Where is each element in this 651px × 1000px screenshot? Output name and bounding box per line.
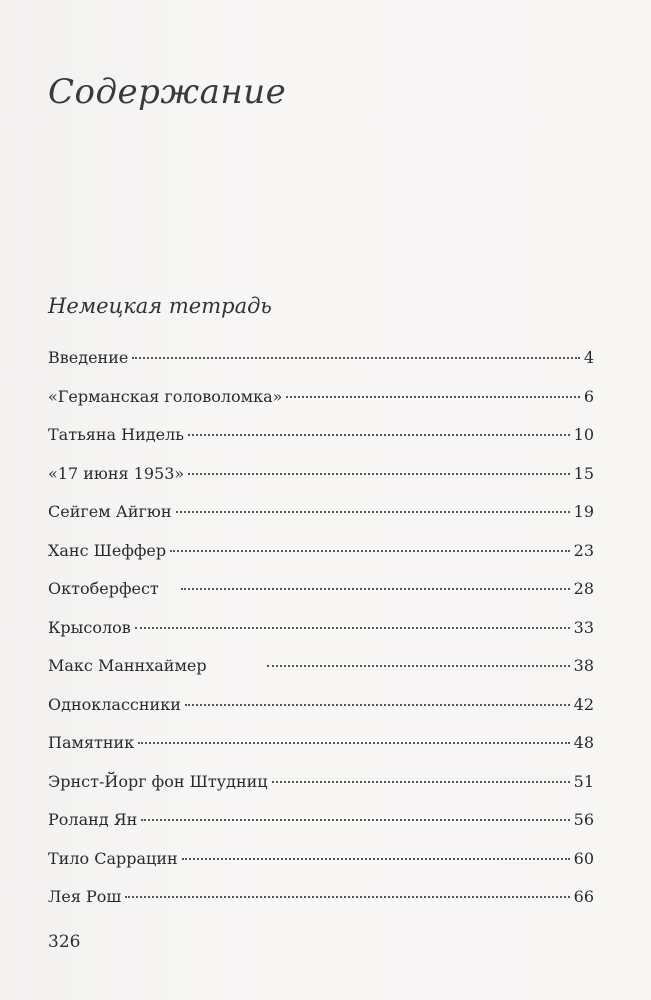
toc-entry-label: Крысолов	[48, 617, 131, 637]
toc-leader-dots	[132, 357, 579, 359]
toc-entry-page: 10	[573, 425, 594, 444]
toc-entry-page: 66	[573, 887, 594, 906]
toc-row	[48, 348, 594, 387]
toc-leader-dots	[170, 550, 570, 552]
toc-entry-page: 51	[573, 771, 594, 791]
toc-entry-label: Макс Маннхаймер	[48, 656, 207, 675]
toc-leader-dots	[267, 665, 570, 667]
toc-row	[48, 772, 594, 811]
toc-leader-dots	[286, 396, 579, 398]
toc-entry-label: Эрнст-Йорг фон Штудниц	[48, 771, 268, 791]
toc-row	[48, 464, 594, 503]
toc-entry-page: 38	[573, 656, 594, 675]
toc-entry-label: Октоберфест	[48, 579, 159, 598]
toc-entry-page: 48	[573, 733, 594, 752]
toc-leader-dots	[182, 858, 570, 860]
toc-row	[48, 618, 594, 657]
toc-entry-label: Памятник	[48, 733, 135, 752]
toc-row	[48, 502, 594, 541]
toc-leader-dots	[135, 627, 570, 629]
toc-entry-label: Одноклассники	[48, 694, 181, 714]
toc-entry-label: Сейгем Айгюн	[48, 502, 172, 521]
toc-leader-dots	[125, 896, 569, 898]
folio-page-number: 326	[48, 932, 81, 952]
toc-entry-page: 19	[573, 502, 594, 521]
toc-entry-page: 42	[573, 694, 594, 714]
toc-leader-dots	[272, 781, 570, 783]
toc-leader-dots	[181, 588, 570, 590]
toc-leader-dots	[188, 434, 570, 436]
toc-entry-page: 33	[573, 617, 594, 637]
toc-entry-page: 23	[573, 540, 594, 560]
toc-leader-dots	[176, 511, 570, 513]
toc-leader-dots	[141, 819, 569, 821]
toc-entry-label: Лея Рош	[48, 887, 122, 906]
table-of-contents	[48, 348, 594, 926]
toc-entry-page: 15	[573, 463, 594, 483]
toc-entry-label: «Германская головоломка»	[48, 386, 283, 406]
toc-row	[48, 733, 594, 772]
toc-row	[48, 695, 594, 734]
toc-row	[48, 579, 594, 618]
toc-entry-label: Татьяна Нидель	[48, 425, 184, 444]
toc-leader-dots	[188, 473, 569, 475]
toc-entry-label: Роланд Ян	[48, 810, 138, 829]
toc-row	[48, 656, 594, 695]
toc-row	[48, 387, 594, 426]
toc-leader-dots	[138, 742, 569, 744]
toc-entry-page: 56	[573, 810, 594, 829]
toc-entry-label: «17 июня 1953»	[48, 463, 185, 483]
toc-entry-page: 60	[573, 848, 594, 868]
section-title: Немецкая тетрадь	[48, 294, 272, 318]
toc-row	[48, 887, 594, 926]
toc-entry-page: 28	[573, 579, 594, 598]
toc-entry-label: Тило Саррацин	[48, 848, 178, 868]
toc-entry-label: Ханс Шеффер	[48, 540, 167, 560]
toc-entry-page: 4	[583, 348, 594, 367]
toc-row	[48, 849, 594, 888]
toc-row	[48, 425, 594, 464]
toc-entry-page: 6	[583, 386, 594, 406]
toc-entry-label: Введение	[48, 348, 129, 367]
page-title: Содержание	[48, 72, 287, 112]
toc-row	[48, 810, 594, 849]
toc-row	[48, 541, 594, 580]
toc-leader-dots	[185, 704, 570, 706]
